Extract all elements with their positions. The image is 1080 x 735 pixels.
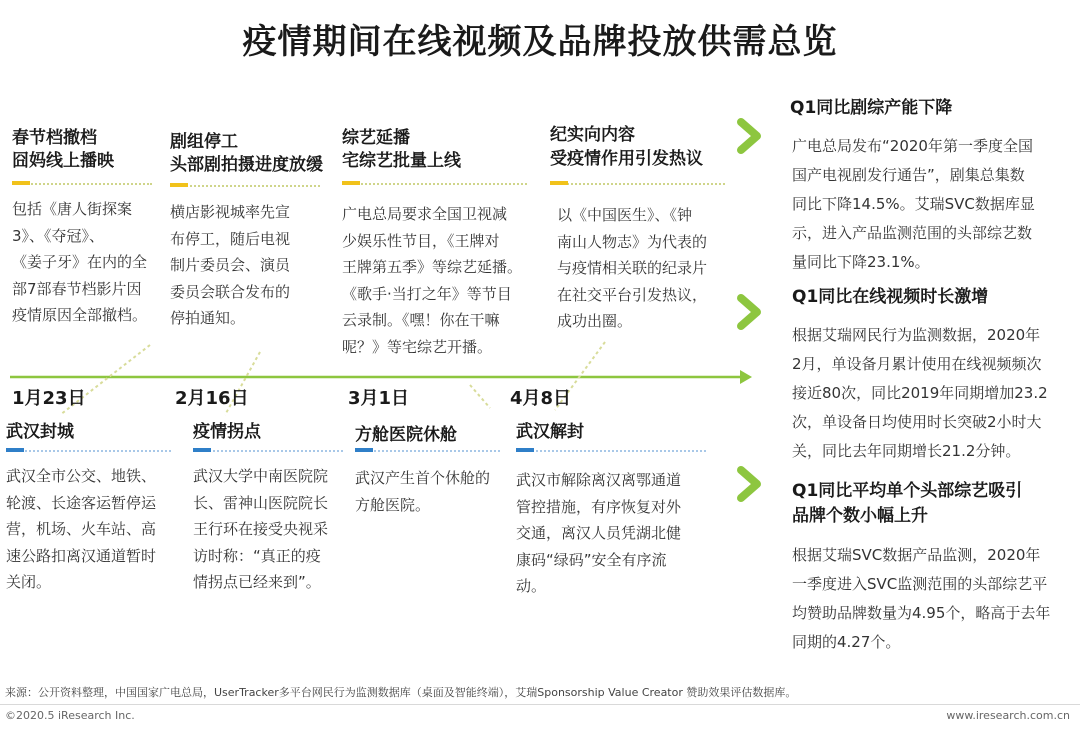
event-subheading: 头部剧拍摄进度放缓: [170, 155, 323, 175]
event-body: 武汉产生首个休舱的 方舱医院。: [355, 469, 491, 514]
accent-bar: [6, 448, 24, 452]
panel-body: 广电总局发布“2020年第一季度全国 国产电视剧发行通告”，剧集总集数 同比下降14.5%。艾瑞SVC数据库显 示，进入产品监测范围的头部综艺数 量同比下降23.1%。: [792, 137, 1035, 271]
event-subheading: 囧妈线上播映: [12, 151, 114, 171]
divider: [516, 450, 706, 452]
event-body: 武汉全市公交、地铁、 轮渡、长途客运暂停运 营，机场、火车站、高 速公路扣离汉通道暂时 关闭。: [6, 467, 157, 591]
event-body: 武汉市解除离汉离鄂通道 管控措施，有序恢复对外 交通，离汉人员凭湖北健 康码“绿码”安全有序流 动。: [516, 471, 682, 595]
timeline-arrowhead: [740, 370, 752, 384]
event-body: 广电总局要求全国卫视减 少娱乐性节目，《王牌对 王牌第五季》等综艺延播。 《歌手·当打之年》等节目 云录制。《嘿！你在干嘛 呢？》等宅综艺开播。: [342, 205, 523, 356]
event-heading: 春节档撤档: [12, 128, 97, 148]
event-heading: 疫情拐点: [193, 422, 261, 442]
accent-bar: [516, 448, 534, 452]
source-note: 来源：公开资料整理，中国国家广电总局，UserTracker多平台网民行为监测数据库（桌面及智能终端），艾瑞Sponsorship Value Creator 赞助效果评估数据库。: [5, 686, 797, 699]
page-title: 疫情期间在线视频及品牌投放供需总览: [242, 22, 838, 62]
chevron-right-icon: [735, 116, 765, 156]
divider: [193, 450, 343, 452]
event-heading: 武汉解封: [516, 422, 584, 442]
timeline-date: 2月16日: [175, 388, 249, 409]
panel-heading-line2: 品牌个数小幅上升: [792, 506, 928, 526]
event-body: 武汉大学中南医院院 长、雷神山医院院长 王行环在接受央视采 访时称：“真正的疫 情拐点已经来到”。: [193, 467, 329, 591]
chevron-right-icon: [735, 464, 765, 504]
timeline-date: 4月8日: [510, 388, 572, 409]
accent-bar: [193, 448, 211, 452]
event-heading: 剧组停工: [170, 132, 238, 152]
event-subheading: 宅综艺批量上线: [342, 151, 461, 171]
event-heading: 武汉封城: [6, 422, 74, 442]
website-link: www.iresearch.com.cn: [946, 709, 1070, 722]
event-heading: 方舱医院休舱: [355, 425, 457, 445]
footer-divider: [0, 704, 1080, 705]
chevron-right-icon: [735, 292, 765, 332]
copyright: ©2020.5 iResearch Inc.: [5, 709, 135, 722]
event-heading: 纪实向内容: [550, 125, 635, 145]
panel-body: 根据艾瑞网民行为监测数据，2020年 2月，单设备月累计使用在线视频频次 接近80次，同比2019年同期增加23.2 次，单设备日均使用时长突破2小时大 关，同比去年同期增长21.2分钟。: [792, 326, 1048, 460]
event-body: 横店影视城率先宣 布停工，随后电视 制片委员会、演员 委员会联合发布的 停拍通知。: [170, 203, 291, 327]
timeline-date: 1月23日: [12, 388, 86, 409]
event-subheading: 受疫情作用引发热议: [550, 149, 703, 169]
accent-bar: [355, 448, 373, 452]
event-body: 包括《唐人街探案 3》、《夺冠》、 《姜子牙》在内的全 部7部春节档影片因 疫情原因全部撤档。: [12, 200, 148, 324]
event-body: 以《中国医生》、《钟 南山人物志》为代表的 与疫情相关联的纪录片 在社交平台引发热议， 成功出圈。: [557, 206, 708, 330]
panel-heading: Q1同比在线视频时长激增: [792, 287, 989, 307]
connector: [470, 385, 490, 408]
panel-heading: Q1同比平均单个头部综艺吸引: [792, 481, 1023, 501]
panel-body: 根据艾瑞SVC数据产品监测，2020年 一季度进入SVC监测范围的头部综艺平 均赞助品牌数量为4.95个，略高于去年 同期的4.27个。: [792, 546, 1051, 651]
divider: [6, 450, 171, 452]
panel-heading: Q1同比剧综产能下降: [790, 98, 953, 118]
event-heading: 综艺延播: [342, 128, 410, 148]
timeline-date: 3月1日: [348, 388, 410, 409]
divider: [355, 450, 500, 452]
